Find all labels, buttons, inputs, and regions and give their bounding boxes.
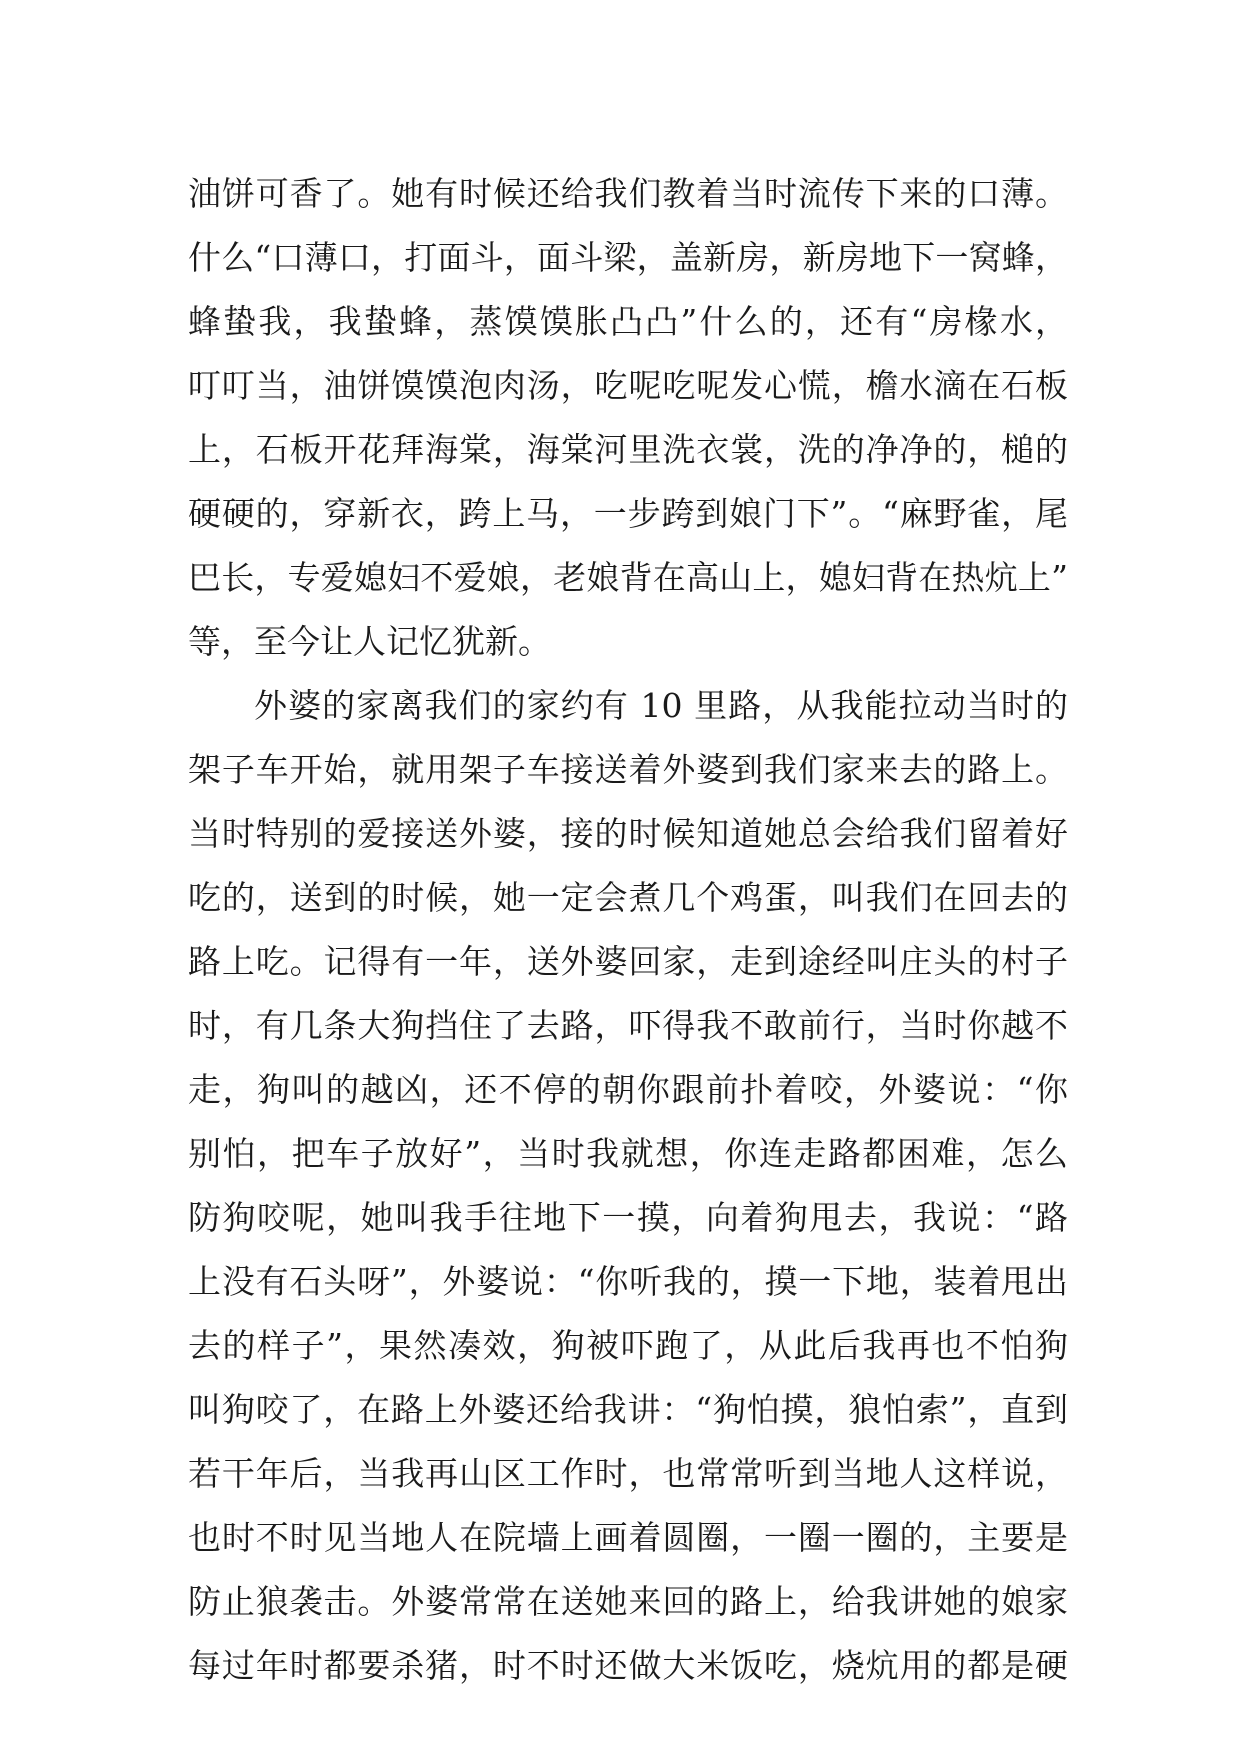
text-line: 走，狗叫的越凶，还不停的朝你跟前扑着咬，外婆说：“你	[188, 1070, 1068, 1109]
text-line: 防狗咬呢，她叫我手往地下一摸，向着狗甩去，我说：“路	[188, 1198, 1068, 1237]
text-line: 架子车开始，就用架子车接送着外婆到我们家来去的路上。	[188, 750, 1068, 789]
text-line: 硬硬的，穿新衣，跨上马，一步跨到娘门下”。“麻野雀，尾	[188, 494, 1068, 533]
text-line: 叫狗咬了，在路上外婆还给我讲：“狗怕摸，狼怕索”，直到	[188, 1390, 1068, 1429]
text-line: 蜂蛰我，我蛰蜂，蒸馍馍胀凸凸”什么的，还有“房椽水，	[188, 302, 1068, 341]
text-line: 路上吃。记得有一年，送外婆回家，走到途经叫庄头的村子	[188, 942, 1068, 981]
paragraph-1	[188, 162, 1068, 674]
text-line: 巴长，专爱媳妇不爱娘，老娘背在高山上，媳妇背在热炕上”	[188, 558, 1068, 597]
text-line: 别怕，把车子放好”，当时我就想，你连走路都困难，怎么	[188, 1134, 1068, 1173]
paragraph-2	[188, 674, 1068, 1698]
text-line: 每过年时都要杀猪，时不时还做大米饭吃，烧炕用的都是硬	[188, 1646, 1068, 1685]
text-line: 若干年后，当我再山区工作时，也常常听到当地人这样说，	[188, 1454, 1068, 1493]
text-line: 叮叮当，油饼馍馍泡肉汤，吃呢吃呢发心慌，檐水滴在石板	[188, 366, 1068, 405]
text-line: 外婆的家离我们的家约有 10 里路，从我能拉动当时的	[254, 686, 1068, 725]
text-line: 上没有石头呀”，外婆说：“你听我的，摸一下地，装着甩出	[188, 1262, 1068, 1301]
text-line: 什么“口薄口，打面斗，面斗梁，盖新房，新房地下一窝蜂，	[188, 238, 1068, 277]
text-line: 也时不时见当地人在院墙上画着圆圈，一圈一圈的，主要是	[188, 1518, 1068, 1557]
text-line: 等，至今让人记忆犹新。	[188, 622, 551, 661]
text-line: 油饼可香了。她有时候还给我们教着当时流传下来的口薄。	[188, 174, 1068, 213]
text-line: 吃的，送到的时候，她一定会煮几个鸡蛋，叫我们在回去的	[188, 878, 1068, 917]
text-line: 时，有几条大狗挡住了去路，吓得我不敢前行，当时你越不	[188, 1006, 1068, 1045]
text-line: 防止狼袭击。外婆常常在送她来回的路上，给我讲她的娘家	[188, 1582, 1068, 1621]
text-line: 上，石板开花拜海棠，海棠河里洗衣裳，洗的净净的，槌的	[188, 430, 1068, 469]
text-line: 当时特别的爱接送外婆，接的时候知道她总会给我们留着好	[188, 814, 1068, 853]
body-text	[188, 162, 1068, 1698]
text-line: 去的样子”，果然凑效，狗被吓跑了，从此后我再也不怕狗	[188, 1326, 1068, 1365]
